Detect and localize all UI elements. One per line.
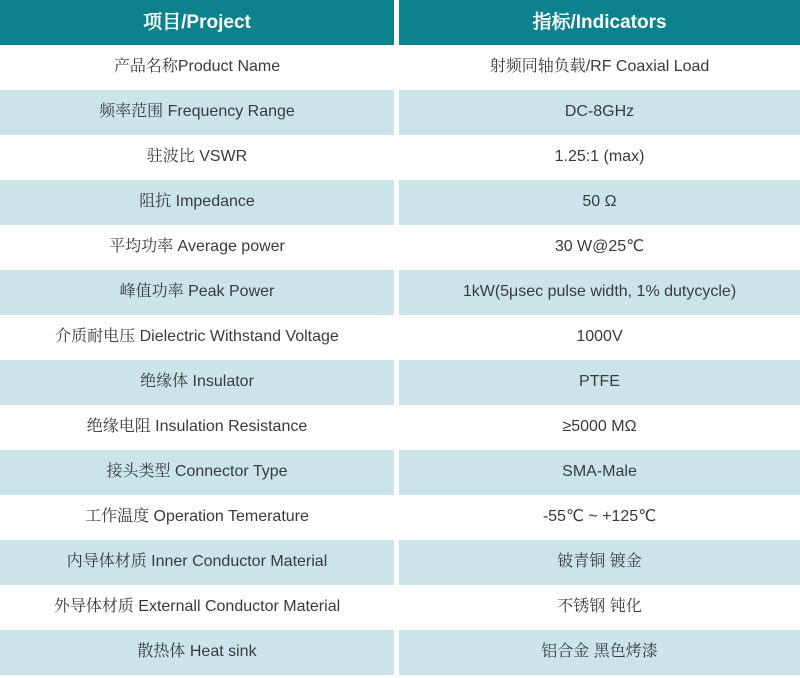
table-row [0,630,800,675]
indicator-cell: PTFE [399,360,800,405]
project-cell: 阻抗 Impedance [0,180,394,225]
indicator-cell: 不锈钢 钝化 [399,585,800,630]
table-row [0,135,800,180]
table-row [0,360,800,405]
project-cell: 介质耐电压 Dielectric Withstand Voltage [0,315,394,360]
table-row [0,450,800,495]
indicator-cell: 50 Ω [399,180,800,225]
project-cell: 接头类型 Connector Type [0,450,394,495]
table-row [0,45,800,90]
project-cell: 工作温度 Operation Temerature [0,495,394,540]
project-cell: 平均功率 Average power [0,225,394,270]
table-row [0,225,800,270]
table-row [0,270,800,315]
table-body [0,45,800,675]
project-cell: 峰值功率 Peak Power [0,270,394,315]
indicator-cell: 1kW(5μsec pulse width, 1% dutycycle) [399,270,800,315]
project-cell: 绝缘体 Insulator [0,360,394,405]
indicator-cell: -55℃ ~ +125℃ [399,495,800,540]
indicator-cell: 铍青铜 镀金 [399,540,800,585]
project-cell: 驻波比 VSWR [0,135,394,180]
table-header-row [0,0,800,45]
indicator-cell: 30 W@25℃ [399,225,800,270]
project-cell: 绝缘电阻 Insulation Resistance [0,405,394,450]
project-cell: 频率范围 Frequency Range [0,90,394,135]
indicator-cell: DC-8GHz [399,90,800,135]
indicator-cell: 铝合金 黑色烤漆 [399,630,800,675]
table-row [0,405,800,450]
project-cell: 内导体材质 Inner Conductor Material [0,540,394,585]
table-row [0,90,800,135]
column-header-project: 项目/Project [143,11,251,33]
project-cell: 产品名称Product Name [0,45,394,90]
indicator-cell: 1000V [399,315,800,360]
table-row [0,315,800,360]
project-cell: 外导体材质 Externall Conductor Material [0,585,394,630]
project-cell: 散热体 Heat sink [0,630,394,675]
indicator-cell: 1.25:1 (max) [399,135,800,180]
column-header-indicators: 指标/Indicators [532,11,667,33]
table-row [0,540,800,585]
table-row [0,180,800,225]
indicator-cell: 射频同轴负载/RF Coaxial Load [399,45,800,90]
indicator-cell: ≥5000 MΩ [399,405,800,450]
table-row [0,585,800,630]
indicator-cell: SMA-Male [399,450,800,495]
table-row [0,495,800,540]
